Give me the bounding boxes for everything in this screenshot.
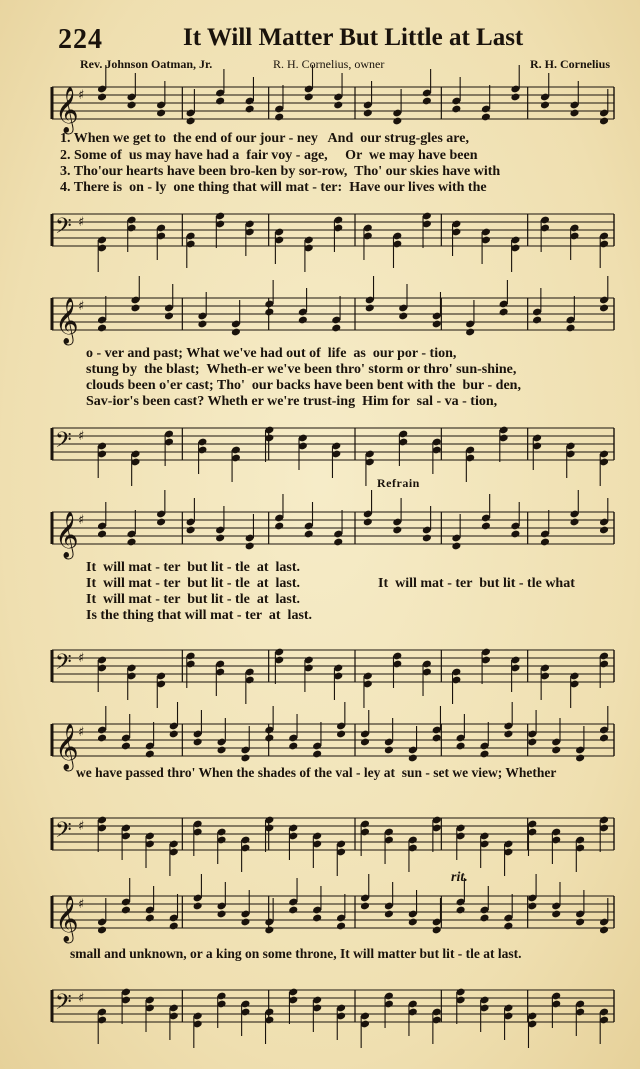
- note-group: [97, 648, 609, 708]
- chorus-line-2: small and unknown, or a king on some throne, It will matter but lit - tle at last.: [70, 946, 522, 961]
- treble-clef-icon: 𝄞: [55, 298, 79, 344]
- staff-bass-system-4: [0, 810, 640, 870]
- chorus-line-1: we have passed thro' When the shades of the val - ley at sun - set we view; Whether: [76, 765, 557, 780]
- refrain-label: Refrain: [377, 476, 420, 490]
- verse-2-line-b: stung by the blast; Wheth-er we've been thro' storm or thro' sun-shine,: [86, 362, 517, 377]
- treble-clef-icon: 𝄞: [55, 724, 79, 770]
- staff-treble-system-1: [0, 79, 640, 139]
- staff-lines: [52, 87, 614, 119]
- sharp-icon: ♯: [78, 299, 85, 314]
- verse-4-line-b: Sav-ior's been cast? Wheth er we're trust-ing Him for sal - va - tion,: [86, 394, 498, 409]
- staff-bass-system-1: [0, 206, 640, 266]
- verse-3-line-b: clouds been o'er cast; Tho' our backs have been bent with the bur - den,: [86, 378, 521, 393]
- staff-bass-system-5: [0, 982, 640, 1042]
- bass-clef-icon: 𝄢: [55, 428, 72, 458]
- sharp-icon: ♯: [78, 513, 85, 528]
- bass-clef-icon: 𝄢: [55, 990, 72, 1020]
- verse-1-line-b: o - ver and past; What we've had out of life as our por - tion,: [86, 346, 457, 361]
- sharp-icon: ♯: [78, 819, 85, 834]
- staff-treble-system-5: [0, 888, 640, 948]
- hymn-title: It Will Matter But Little at Last: [183, 24, 524, 51]
- refrain-line-2: It will mat - ter but lit - tle at last.: [86, 576, 300, 591]
- bass-clef-icon: 𝄢: [55, 818, 72, 848]
- staff-treble-system-2: [0, 290, 640, 350]
- treble-clef-icon: 𝄞: [55, 896, 79, 942]
- note-group: [97, 988, 609, 1048]
- ritardando-mark: rit.: [451, 870, 468, 885]
- composer-credit: R. H. Cornelius: [529, 57, 610, 71]
- staff-bass-system-3: [0, 642, 640, 702]
- staff-treble-system-3: [0, 504, 640, 564]
- staff-lines: [52, 650, 614, 682]
- copyright-owner-credit: R. H. Cornelius, owner: [273, 57, 385, 71]
- staff-bass-system-2: [0, 420, 640, 480]
- sharp-icon: ♯: [78, 88, 85, 103]
- staff-lines: [52, 214, 614, 246]
- note-group: [97, 816, 609, 876]
- hymn-number: 224: [58, 24, 103, 55]
- note-group: [97, 426, 609, 486]
- sharp-icon: ♯: [78, 991, 85, 1006]
- bass-clef-icon: 𝄢: [55, 650, 72, 680]
- sharp-icon: ♯: [78, 651, 85, 666]
- verse-2-line-a: 2. Some of us may have had a fair voy - age, Or we may have been: [60, 148, 478, 163]
- sharp-icon: ♯: [78, 725, 85, 740]
- sharp-icon: ♯: [78, 897, 85, 912]
- staff-lines: [52, 512, 614, 544]
- note-group: [97, 212, 609, 272]
- refrain-response: It will mat - ter but lit - tle what: [378, 576, 575, 591]
- bass-clef-icon: 𝄢: [55, 214, 72, 244]
- refrain-line-4: Is the thing that will mat - ter at last.: [86, 608, 313, 623]
- treble-clef-icon: 𝄞: [55, 512, 79, 558]
- refrain-line-1: It will mat - ter but lit - tle at last.: [86, 560, 300, 575]
- sharp-icon: ♯: [78, 429, 85, 444]
- lyricist-credit: Rev. Johnson Oatman, Jr.: [80, 57, 213, 71]
- credits-line: [80, 57, 610, 73]
- verse-4-line-a: 4. There is on - ly one thing that will mat - ter: Have our lives with the: [60, 180, 487, 195]
- verse-3-line-a: 3. Tho'our hearts have been bro-ken by sor-row, Tho' our skies have with: [60, 164, 501, 179]
- verse-1-line-a: 1. When we get to the end of our jour - ney And our strug-gles are,: [60, 131, 469, 146]
- refrain-line-3: It will mat - ter but lit - tle at last.: [86, 592, 300, 607]
- treble-clef-icon: 𝄞: [55, 87, 79, 133]
- sharp-icon: ♯: [78, 215, 85, 230]
